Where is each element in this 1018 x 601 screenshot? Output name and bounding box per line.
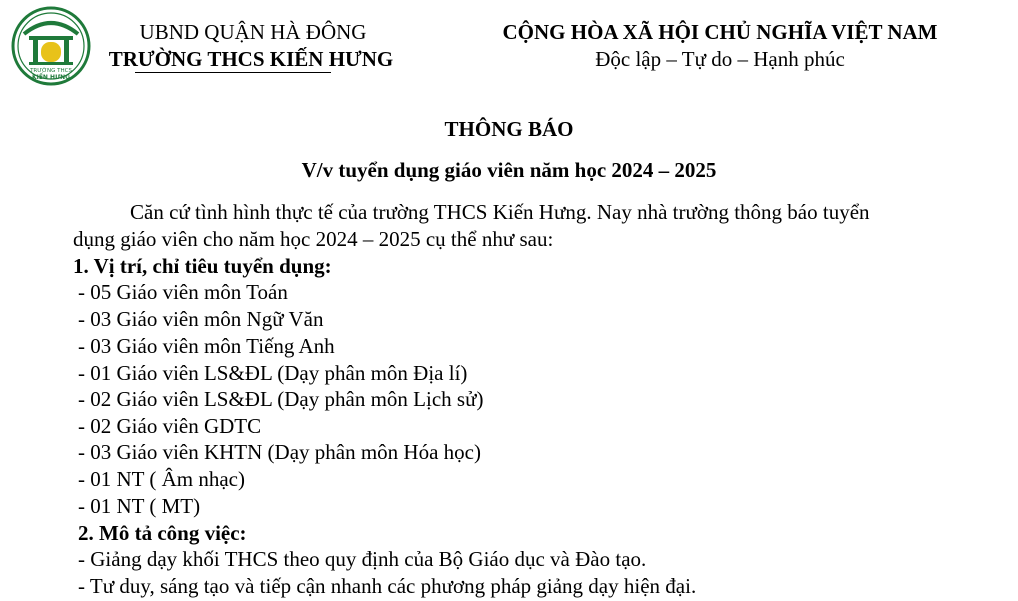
- list-item: - 03 Giáo viên môn Tiếng Anh: [78, 334, 335, 358]
- section-2-heading: 2. Mô tả công việc:: [78, 521, 247, 545]
- school-name: TRƯỜNG THCS KIẾN HƯNG: [108, 47, 394, 71]
- logo-text-top: TRƯỜNG THCS: [30, 68, 72, 74]
- list-item: - Tư duy, sáng tạo và tiếp cận nhanh các phương pháp giảng dạy hiện đại.: [78, 574, 697, 598]
- intro-line-1: Căn cứ tình hình thực tế của trường THCS Kiến Hưng. Nay nhà trường thông báo tuyển: [130, 200, 870, 224]
- logo-text-bottom: KIẾN HƯNG: [31, 74, 71, 81]
- district-name: UBND QUẬN HÀ ĐÔNG: [139, 20, 367, 44]
- list-item: - 05 Giáo viên môn Toán: [78, 280, 288, 304]
- school-name-underline: [135, 72, 331, 73]
- section-1-heading: 1. Vị trí, chỉ tiêu tuyển dụng:: [73, 254, 332, 278]
- school-logo-emblem: [10, 6, 92, 86]
- list-item: - 02 Giáo viên GDTC: [78, 414, 262, 438]
- list-item: - 03 Giáo viên KHTN (Dạy phân môn Hóa học): [78, 440, 481, 464]
- list-item: - Giảng dạy khối THCS theo quy định của Bộ Giáo dục và Đào tạo.: [78, 547, 647, 571]
- national-motto: Độc lập – Tự do – Hạnh phúc: [595, 47, 845, 71]
- list-item: - 03 Giáo viên môn Ngữ Văn: [78, 307, 324, 331]
- document-title: THÔNG BÁO: [444, 117, 574, 141]
- document-subtitle: V/v tuyển dụng giáo viên năm học 2024 – 2025: [301, 158, 717, 182]
- list-item: - 02 Giáo viên LS&ĐL (Dạy phân môn Lịch sử): [78, 387, 484, 411]
- school-logo: [10, 6, 92, 86]
- intro-line-2: dụng giáo viên cho năm học 2024 – 2025 cụ thể như sau:: [73, 227, 554, 251]
- country-name: CỘNG HÒA XÃ HỘI CHỦ NGHĨA VIỆT NAM: [502, 20, 938, 44]
- list-item: - 01 NT ( MT): [78, 494, 201, 518]
- list-item: - 01 Giáo viên LS&ĐL (Dạy phân môn Địa lí): [78, 361, 468, 385]
- list-item: - 01 NT ( Âm nhạc): [78, 467, 245, 491]
